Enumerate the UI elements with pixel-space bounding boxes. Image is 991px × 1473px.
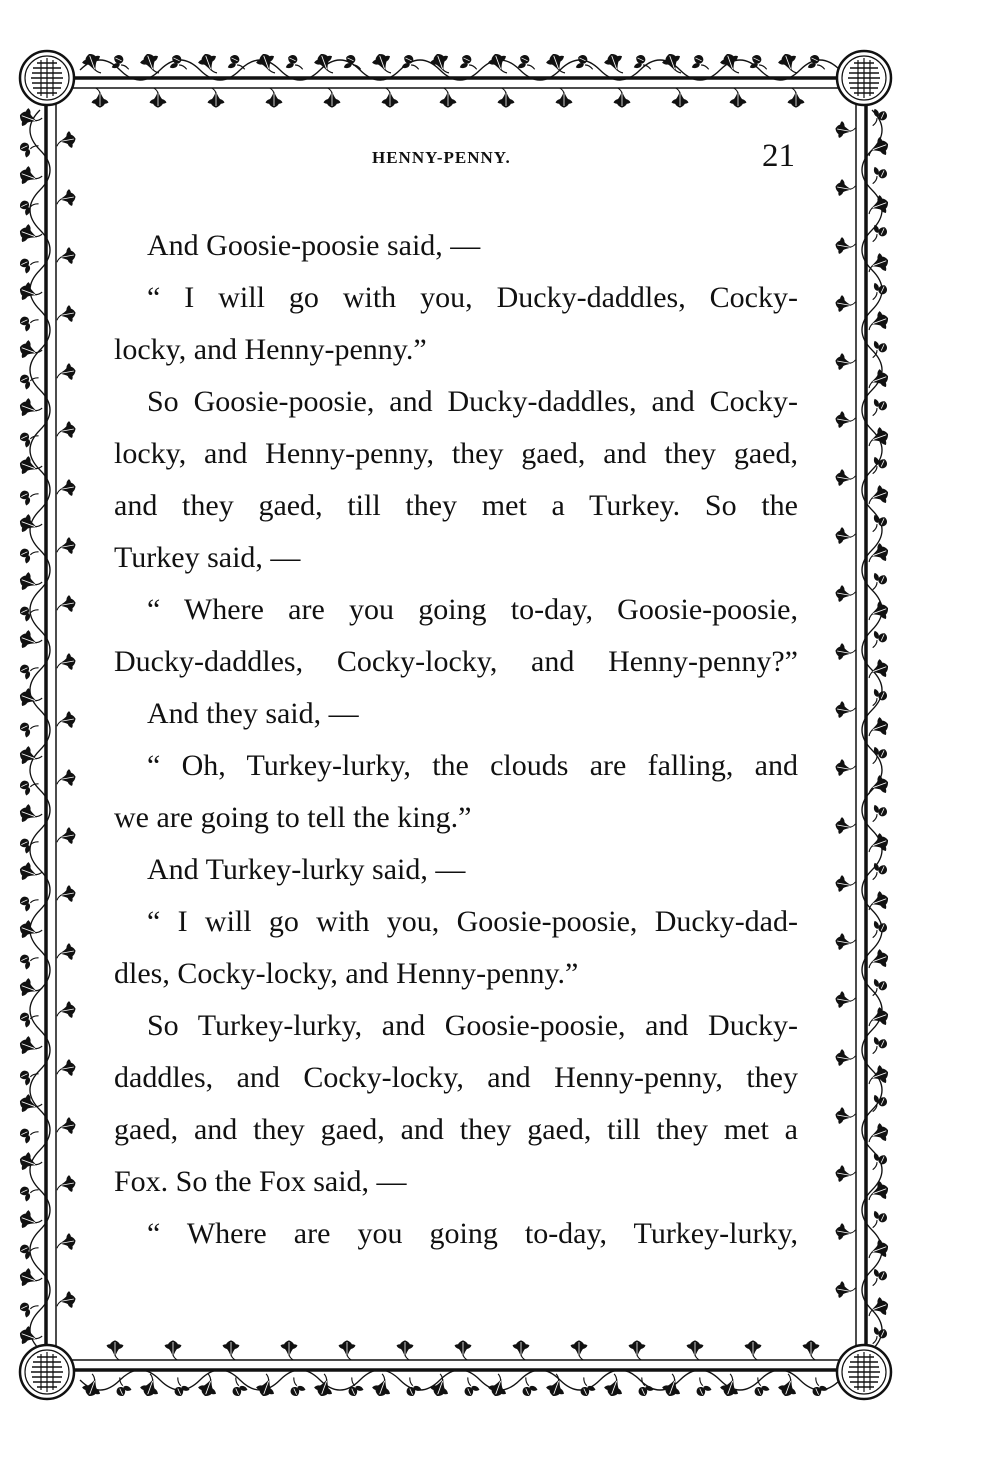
- border-leaf-icon: [834, 120, 856, 140]
- text-line: And Goosie-poosie said, —: [147, 229, 481, 262]
- border-leaf-icon: [660, 1372, 685, 1399]
- border-leaf-icon: [17, 314, 38, 334]
- border-leaf-icon: [254, 1372, 279, 1399]
- border-leaf-icon: [17, 454, 44, 479]
- border-leaf-icon: [520, 1377, 540, 1398]
- border-leaf-icon: [556, 88, 573, 108]
- text-line: gaed, and they gaed, and they gaed, till they met a: [114, 1113, 798, 1146]
- border-leaf-icon: [788, 88, 805, 108]
- border-leaf-icon: [404, 1377, 424, 1398]
- border-leaf-icon: [776, 51, 801, 78]
- border-leaf-icon: [834, 584, 856, 604]
- border-leaf-icon: [17, 662, 38, 682]
- border-leaf-icon: [55, 1116, 77, 1136]
- border-leaf-icon: [747, 53, 767, 74]
- border-leaf-icon: [17, 918, 44, 943]
- border-leaf-icon: [864, 1063, 891, 1088]
- border-leaf-icon: [864, 135, 891, 160]
- border-leaf-icon: [55, 246, 77, 266]
- border-leaf-icon: [867, 512, 888, 532]
- border-leaf-icon: [752, 1377, 772, 1398]
- text-line: “ Where are you going to-day, Goosie-poosie,: [147, 593, 798, 626]
- border-leaf-icon: [17, 570, 44, 595]
- border-leaf-icon: [745, 1340, 762, 1360]
- text-line: And they said, —: [147, 697, 359, 730]
- border-leaf-icon: [382, 88, 399, 108]
- border-leaf-icon: [55, 1000, 77, 1020]
- border-leaf-icon: [718, 51, 743, 78]
- border-leaf-icon: [867, 1208, 888, 1228]
- border-leaf-icon: [208, 88, 225, 108]
- border-leaf-icon: [225, 53, 245, 74]
- border-leaf-icon: [17, 164, 44, 189]
- border-leaf-icon: [80, 1372, 105, 1399]
- border-leaf-icon: [867, 1150, 888, 1170]
- border-leaf-icon: [864, 1121, 891, 1146]
- text-line: dles, Cocky-locky, and Henny-penny.”: [114, 957, 579, 990]
- text-line: “ I will go with you, Goosie-poosie, Ducky-dad-: [147, 905, 798, 938]
- border-leaf-icon: [867, 338, 888, 358]
- border-leaf-icon: [288, 1377, 308, 1398]
- border-leaf-icon: [867, 802, 888, 822]
- border-leaf-icon: [864, 367, 891, 392]
- border-leaf-icon: [689, 53, 709, 74]
- border-leaf-icon: [834, 410, 856, 430]
- border-leaf-icon: [17, 802, 44, 827]
- text-line: Turkey said, —: [114, 541, 301, 574]
- border-leaf-icon: [834, 468, 856, 488]
- border-leaf-icon: [602, 1372, 627, 1399]
- border-leaf-icon: [17, 604, 38, 624]
- border-leaf-icon: [55, 536, 77, 556]
- border-leaf-icon: [324, 88, 341, 108]
- border-leaf-icon: [266, 88, 283, 108]
- border-leaf-icon: [864, 251, 891, 276]
- border-leaf-icon: [462, 1377, 482, 1398]
- border-leaf-icon: [867, 396, 888, 416]
- border-leaf-icon: [694, 1377, 714, 1398]
- border-leaf-icon: [55, 304, 77, 324]
- border-leaf-icon: [867, 1092, 888, 1112]
- border-leaf-icon: [17, 778, 38, 798]
- border-leaf-icon: [55, 478, 77, 498]
- border-leaf-icon: [864, 425, 891, 450]
- border-leaf-icon: [55, 130, 77, 150]
- border-leaf-icon: [614, 88, 631, 108]
- border-leaf-icon: [17, 860, 44, 885]
- border-leaf-icon: [138, 1372, 163, 1399]
- text-line: So Turkey-lurky, and Goosie-poosie, and Ducky-: [147, 1009, 798, 1042]
- border-leaf-icon: [834, 874, 856, 894]
- border-leaf-icon: [867, 106, 888, 126]
- border-leaf-icon: [834, 1106, 856, 1126]
- border-leaf-icon: [223, 1340, 240, 1360]
- border-leaf-icon: [486, 1372, 511, 1399]
- border-leaf-icon: [17, 198, 38, 218]
- border-leaf-icon: [867, 570, 888, 590]
- text-line: daddles, and Cocky-locky, and Henny-penny, they: [114, 1061, 798, 1094]
- border-leaf-icon: [92, 88, 109, 108]
- border-leaf-icon: [864, 889, 891, 914]
- border-leaf-icon: [55, 652, 77, 672]
- text-line: we are going to tell the king.”: [114, 801, 472, 834]
- border-leaf-icon: [17, 1300, 38, 1320]
- border-leaf-icon: [370, 1372, 395, 1399]
- border-leaf-icon: [578, 1377, 598, 1398]
- border-leaf-icon: [17, 546, 38, 566]
- border-leaf-icon: [867, 164, 888, 184]
- border-leaf-icon: [498, 88, 515, 108]
- border-leaf-icon: [455, 1340, 472, 1360]
- border-leaf-icon: [834, 1280, 856, 1300]
- border-leaf-icon: [660, 51, 685, 78]
- border-leaf-icon: [55, 420, 77, 440]
- border-leaf-icon: [17, 1126, 38, 1146]
- text-line: And Turkey-lurky said, —: [147, 853, 466, 886]
- border-leaf-icon: [776, 1372, 801, 1399]
- border-leaf-icon: [440, 88, 457, 108]
- border-leaf-icon: [17, 256, 38, 276]
- border-leaf-icon: [513, 1340, 530, 1360]
- border-leaf-icon: [254, 51, 279, 78]
- border-leaf-icon: [17, 720, 38, 740]
- border-leaf-icon: [55, 1174, 77, 1194]
- border-leaf-icon: [486, 51, 511, 78]
- border-leaf-icon: [55, 942, 77, 962]
- text-line: Fox. So the Fox said, —: [114, 1165, 407, 1198]
- running-head: HENNY-PENNY.: [372, 148, 511, 167]
- border-leaf-icon: [281, 1340, 298, 1360]
- border-leaf-icon: [114, 1377, 134, 1398]
- border-leaf-icon: [864, 599, 891, 624]
- border-leaf-icon: [55, 1290, 77, 1310]
- border-leaf-icon: [17, 1068, 38, 1088]
- border-leaf-icon: [803, 1340, 820, 1360]
- border-leaf-icon: [17, 396, 44, 421]
- border-leaf-icon: [602, 51, 627, 78]
- border-leaf-icon: [17, 372, 38, 392]
- border-leaf-icon: [864, 657, 891, 682]
- border-leaf-icon: [834, 178, 856, 198]
- border-leaf-icon: [55, 1058, 77, 1078]
- border-leaf-icon: [17, 1242, 38, 1262]
- border-leaf-icon: [17, 1034, 44, 1059]
- border-leaf-icon: [573, 53, 593, 74]
- text-line: locky, and Henny-penny, they gaed, and they gaed,: [114, 437, 798, 470]
- border-leaf-icon: [17, 836, 38, 856]
- border-leaf-icon: [834, 1164, 856, 1184]
- text-line: and they gaed, till they met a Turkey. So the: [114, 489, 798, 522]
- border-leaf-icon: [864, 1237, 891, 1262]
- border-leaf-icon: [867, 918, 888, 938]
- border-leaf-icon: [397, 1340, 414, 1360]
- border-leaf-icon: [834, 352, 856, 372]
- border-leaf-icon: [283, 53, 303, 74]
- border-leaf-icon: [672, 88, 689, 108]
- border-leaf-icon: [834, 816, 856, 836]
- border-leaf-icon: [834, 990, 856, 1010]
- border-leaf-icon: [80, 51, 105, 78]
- border-leaf-icon: [55, 710, 77, 730]
- border-leaf-icon: [834, 932, 856, 952]
- border-leaf-icon: [55, 884, 77, 904]
- text-line: Ducky-daddles, Cocky-locky, and Henny-penny?”: [114, 645, 798, 678]
- border-leaf-icon: [55, 362, 77, 382]
- border-leaf-icon: [864, 715, 891, 740]
- border-leaf-icon: [629, 1340, 646, 1360]
- border-leaf-icon: [864, 947, 891, 972]
- border-leaf-icon: [730, 88, 747, 108]
- border-leaf-icon: [834, 758, 856, 778]
- border-leaf-icon: [17, 976, 44, 1001]
- border-leaf-icon: [834, 1048, 856, 1068]
- border-leaf-icon: [834, 642, 856, 662]
- text-line: “ Oh, Turkey-lurky, the clouds are falling, and: [147, 749, 798, 782]
- border-leaf-icon: [370, 51, 395, 78]
- border-leaf-icon: [864, 831, 891, 856]
- border-leaf-icon: [339, 1340, 356, 1360]
- border-leaf-icon: [867, 1034, 888, 1054]
- border-leaf-icon: [864, 483, 891, 508]
- border-leaf-icon: [17, 488, 38, 508]
- border-leaf-icon: [55, 594, 77, 614]
- border-leaf-icon: [864, 309, 891, 334]
- border-leaf-icon: [834, 1222, 856, 1242]
- border-leaf-icon: [457, 53, 477, 74]
- border-leaf-icon: [834, 294, 856, 314]
- border-leaf-icon: [17, 952, 38, 972]
- border-leaf-icon: [17, 140, 38, 160]
- border-leaf-icon: [150, 88, 167, 108]
- border-leaf-icon: [55, 1232, 77, 1252]
- border-leaf-icon: [55, 826, 77, 846]
- border-leaf-icon: [834, 236, 856, 256]
- border-leaf-icon: [864, 1005, 891, 1030]
- border-leaf-icon: [17, 1184, 38, 1204]
- text-line: “ Where are you going to-day, Turkey-lurky,: [147, 1217, 798, 1250]
- border-leaf-icon: [55, 188, 77, 208]
- border-leaf-icon: [867, 1266, 888, 1286]
- border-leaf-icon: [834, 526, 856, 546]
- border-leaf-icon: [867, 280, 888, 300]
- page-number: 21: [762, 138, 795, 174]
- border-leaf-icon: [196, 51, 221, 78]
- border-leaf-icon: [867, 976, 888, 996]
- border-leaf-icon: [17, 222, 44, 247]
- border-leaf-icon: [17, 430, 38, 450]
- border-leaf-icon: [17, 894, 38, 914]
- border-leaf-icon: [138, 51, 163, 78]
- border-leaf-icon: [55, 768, 77, 788]
- border-leaf-icon: [687, 1340, 704, 1360]
- text-line: So Goosie-poosie, and Ducky-daddles, and Cocky-: [147, 385, 798, 418]
- border-leaf-icon: [107, 1340, 124, 1360]
- border-leaf-icon: [867, 1324, 888, 1344]
- border-leaf-icon: [867, 744, 888, 764]
- border-leaf-icon: [399, 53, 419, 74]
- text-line: “ I will go with you, Ducky-daddles, Cocky-: [147, 281, 798, 314]
- border-leaf-icon: [571, 1340, 588, 1360]
- border-leaf-icon: [515, 53, 535, 74]
- border-leaf-icon: [834, 700, 856, 720]
- border-leaf-icon: [196, 1372, 221, 1399]
- text-line: locky, and Henny-penny.”: [114, 333, 427, 366]
- border-leaf-icon: [341, 53, 361, 74]
- border-leaf-icon: [718, 1372, 743, 1399]
- border-leaf-icon: [17, 1010, 38, 1030]
- border-leaf-icon: [165, 1340, 182, 1360]
- border-leaf-icon: [167, 53, 187, 74]
- border-leaf-icon: [17, 628, 44, 653]
